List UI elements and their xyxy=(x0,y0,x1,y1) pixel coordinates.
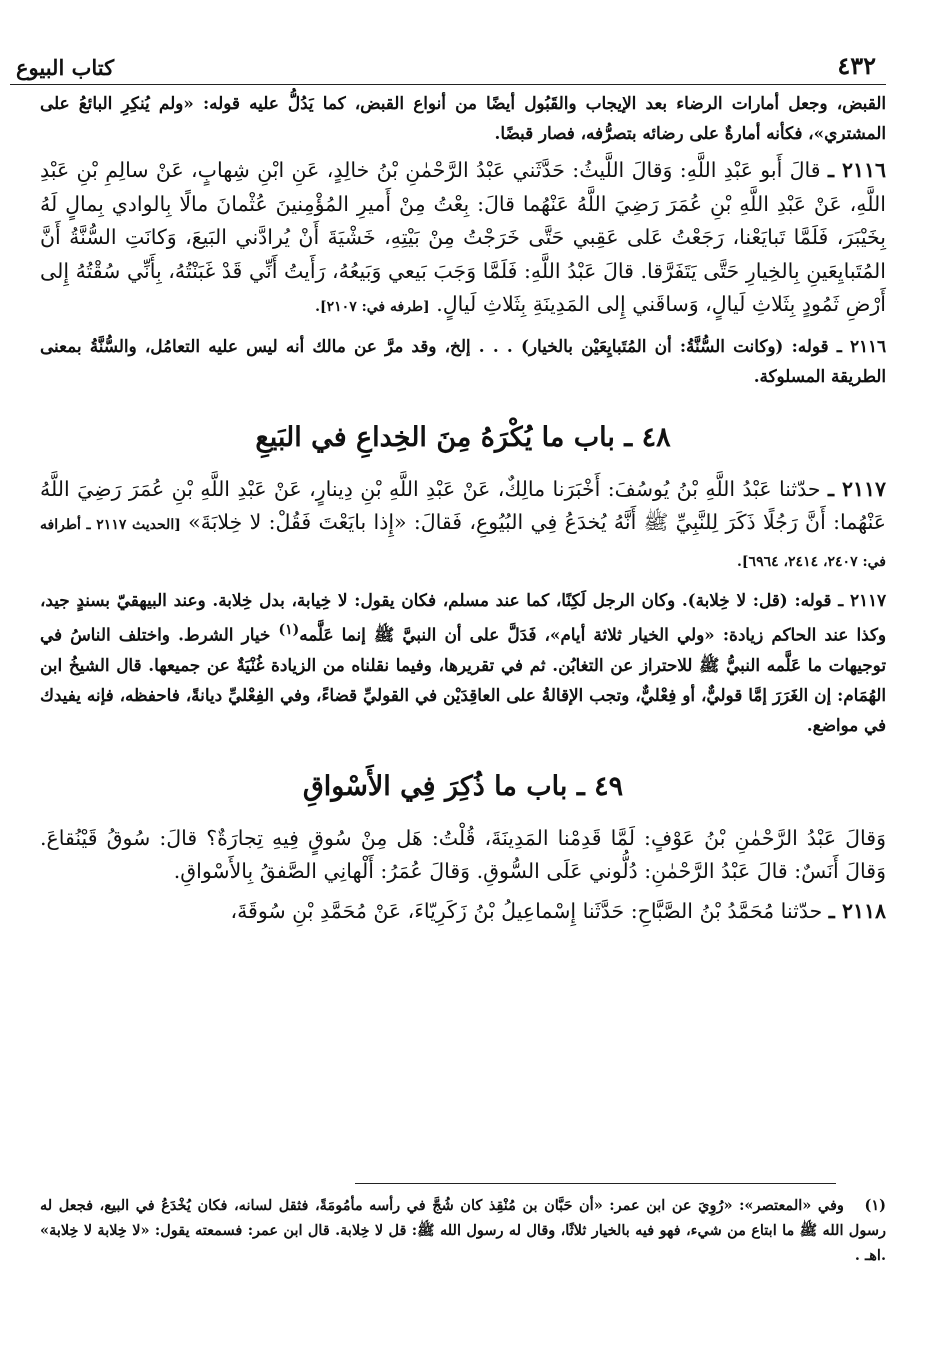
commentary-text: قوله: (وكانت السُّنَّةُ: أن المُتَبايِعَيْن بالخيار) . . . إلخ، وقد مرَّ عن مالك أنه ليس عليه التعامُل، والسُّنَّةُ بمعنى الطريقة المسلوكة. xyxy=(40,335,886,386)
commentary-2116 xyxy=(40,331,886,391)
commentary-number: ٢١١٦ ـ xyxy=(836,335,887,356)
footnote-marker[interactable]: (١) xyxy=(278,622,300,638)
hadith-2118 xyxy=(40,895,886,929)
hadith-text: قالَ أَبو عَبْدِ اللَّهِ: وَقالَ اللَّيثُ: حَدَّثَني عَبْدُ الرَّحْمٰنِ بْنُ خالِدٍ، عَنِ ابْنِ شِهابٍ، عَنْ سالِمِ بْنِ عَبْدِ اللَّهِ، عَنْ عَبْدِ اللَّهِ بْنِ عُمَرَ رَضِيَ اللَّهُ عَنْهُما قالَ: بِعْتُ مِنْ أَميرِ المُؤْمِنينَ عُثْمانَ مالًا بِالوادي بِمالٍ لَهُ بِخَيْبَرَ، فَلَمَّا تَبايَعْنا، رَجَعْتُ عَلى عَقِبي حَتَّى خَرَجْتُ مِنْ بَيْتِهِ، خَشْيَةَ أَنْ يُرادَّني البَيعَ، وَكانَتِ السُّنَّةُ أَنَّ المُتَبايِعَينِ بِالخِيارِ حَتَّى يَتَفَرَّقا. قالَ عَبْدُ اللَّهِ: فَلَمَّا وَجَبَ بَيعي وَبَيعُهُ، رَأَيتُ أَنِّي قَدْ غَبَنْتُهُ، بِأَنِّي سُقْتُهُ إِلى أَرْضِ ثَمُودٍ بِثَلاثِ لَيالٍ، وَساقَني إِلى المَدِينَةِ بِثَلاثِ لَيالٍ. xyxy=(40,158,886,316)
hadith-reference: [الحديث ٢١١٧ ـ أطرافه في: ٢٤٠٧، ٢٤١٤، ٦٩٦٤]. xyxy=(40,517,886,570)
hadith-text: حدّثنا مُحَمَّدُ بْنُ الصَّبَّاحِ: حَدَّثَنا إِسْماعِيلُ بْنُ زَكَرِيّاءَ، عَنْ مُحَمَّدِ بْنِ سُوقَةَ، xyxy=(230,898,823,923)
running-header xyxy=(10,40,886,85)
hadith-2117 xyxy=(40,473,886,580)
page-number: ٤٣٢ xyxy=(837,51,876,80)
footnote-1 xyxy=(40,1193,886,1268)
chapter-heading-49: ٤٩ ـ باب ما ذُكِرَ فِي الأَسْواقِ xyxy=(302,770,624,802)
footnote-text: وفي «المعتصر»: «رُوِيَ عن ابن عمر: «أن حَبَّان بن مُنْقِذ كان شُجَّ في رأسه مأمُومَةً، فثقل لسانه، فكان يُخْدَعُ في البيع، فجعل له رسول الله ﷺ ما ابتاع من شيء، فهو فيه بالخيار ثلاثًا، وقال له رسول الله ﷺ: قل لا خِلابة. قال ابن عمر: فسمعته يقول: «لا خِلابة لا خِلابة» .اهـ . xyxy=(40,1197,886,1264)
commentary-number: ٢١١٧ ـ xyxy=(838,590,886,610)
hadith-reference: [طرفه في: ٢١٠٧]. xyxy=(315,299,430,315)
commentary-text-continued: خيار الشرط. واختلف الناسُ في توجيهات ما عَلَّمه النبيُّ ﷺ للاحتراز عن التغابُن. ثم في تقريرها، وفيما نقلناه من الزيادة غُنْيَةٌ عن جميعها. قال الشيخُ ابن الهُمَام: إن الغَرَرَ إمَّا قوليٌّ، أو فِعْليٌّ، وتجب الإقالةُ على العاقِدَيْن في القوليِّ قضاءً، وفي الفِعْليِّ ديانةً، فاحفظه، فإنه يفيدك في مواضع. xyxy=(40,624,886,735)
page-body xyxy=(40,88,886,928)
book-title: كتاب البيوع xyxy=(16,55,115,80)
hadith-number: ٢١١٦ ـ xyxy=(827,158,886,182)
hadith-number: ٢١١٧ ـ xyxy=(827,476,886,501)
hadith-2116 xyxy=(40,154,886,325)
chapter-49-tarjama: وَقالَ عَبْدُ الرَّحْمٰنِ بْنُ عَوْفٍ: لَمَّا قَدِمْنا المَدِينَةَ، قُلْتُ: هَل مِنْ سُوقٍ فِيهِ تِجارَةٌ؟ قالَ: سُوقُ قَيْنُقاعَ. وَقالَ أَنَسٌ: قالَ عَبْدُ الرَّحْمٰنِ: دُلُّوني عَلَى السُّوقِ. وَقالَ عُمَرُ: أَلْهانِي الصَّفقُ بِالأَسْواقِ. xyxy=(40,825,886,884)
commentary-text: قوله: (قل: لا خِلابة). وكان الرجل لَكِنًا، كما عند مسلم، فكان يقول: لا خِيابة، بدل خِلابة. وعند البيهقيّ بسندٍ جيد، وكذا عند الحاكم زيادة: «ولي الخيار ثلاثة أيام»، فَدَلَّ على أن النبيَّ ﷺ إنما عَلَّمه xyxy=(40,590,887,645)
footnote-separator xyxy=(355,1183,836,1184)
chapter-heading-48: ٤٨ ـ باب ما يُكْرَهُ مِنَ الخِداعِ في البَيعِ xyxy=(255,421,671,453)
footnotes xyxy=(40,1193,886,1268)
commentary-paragraph: القبض، وجعل أمارات الرضاء بعد الإيجاب والقَبُول أيضًا من أنواع القبض، كما يَدُلُّ عليه قوله: «ولم يُنكِرِ البائعُ على المشتري»، فكأنه أمارةٌ على رضائه بتصرُّفه، فصار قبضًا. xyxy=(40,93,886,143)
hadith-text: حدّثنا عَبْدُ اللَّهِ بْنُ يُوسُفَ: أَخْبَرَنا مالِكٌ، عَنْ عَبْدِ اللَّهِ بْنِ دِينارٍ، عَنْ عَبْدِ اللَّهِ بْنِ عُمَرَ رَضِيَ اللَّهُ عَنْهُما: أَنَّ رَجُلًا ذَكَرَ لِلنَّبِيِّ ﷺ أَنَّهُ يُخدَعُ فِي البُيُوعِ، فَقالَ: «إِذا بايَعْتَ فَقُلْ: لا خِلابَةَ» xyxy=(40,476,886,534)
commentary-2117 xyxy=(40,585,886,740)
hadith-number: ٢١١٨ ـ xyxy=(828,898,886,923)
footnote-number: (١) xyxy=(864,1197,886,1214)
